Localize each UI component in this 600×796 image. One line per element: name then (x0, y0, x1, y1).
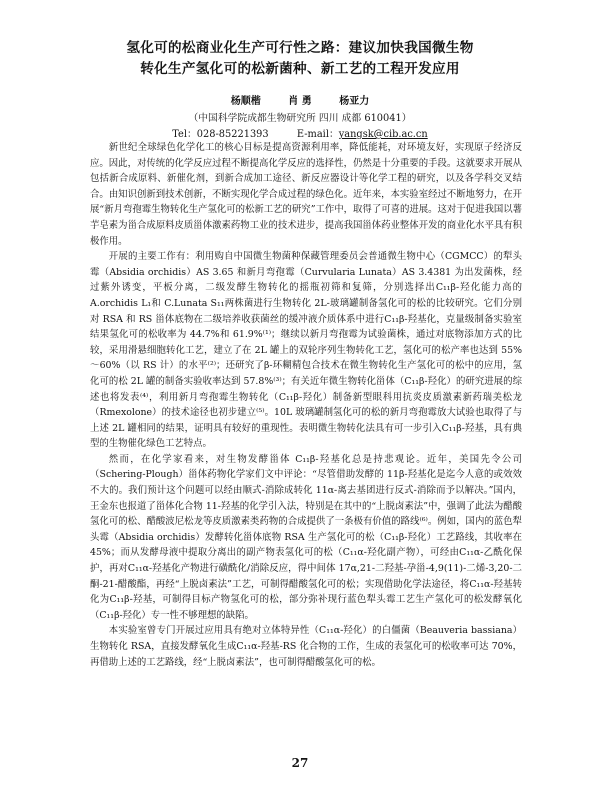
author-name: 杨顺楷 (230, 96, 261, 107)
email-label: E-mail： (296, 129, 339, 140)
paper-title-line-2: 转化生产氢化可的松新菌种、新工艺的工程开发应用 (140, 61, 460, 77)
contact-line (0, 126, 600, 140)
paper-title-line-1: 氢化可的松商业化生产可行性之路：建议加快我国微生物 (126, 40, 474, 56)
paragraph: 新世纪全球绿色化学化工的核心目标是提高资源利用率，降低能耗，对环境友好，实现原子经济反应。因此，对传统的化学反应过程不断提高化学反应的选择性，仍然是十分重要的手段。这就要求开展从包括新合成原料、新催化剂，到新合成加工途径、新反应器设计等化学工程的研究，以及各学科交叉结合。由知识创新到技术创新，不断实现化学合成过程的绿色化。近年来，本实验室经过不断地努力，在开展“新月弯孢霉生物转化生产氢化可的松新工艺的研究”工作中，取得了可喜的进展。这对于促进我国以薯芋皂素为甾合成原料皮质甾体激素药物工业的技术进步，提高我国甾体药业整体开发的商业化水平具有积极作用。 (90, 142, 522, 247)
body-text (90, 140, 522, 670)
author-name: 杨亚力 (339, 96, 370, 107)
affiliation: （中国科学院成都生物研究所 四川 成都 610041） (188, 113, 412, 124)
telephone: Tel：028-85221393 (172, 129, 269, 140)
paragraph: 然而，在化学家看来，对生物发酵甾体 C₁₁β-羟基化总是持悲观论。近年，美国先令公司（Schering-Plough）甾体药物化学家们文中评论：“尽管借助发酵的 11β-羟基化是迄今人意的或效效不大的。我们预计这个问题可以经由顺式-消除成转化 11α-离去基团进行反式-消除而予以解决。”国内，王金东也报道了甾体化合物 11-羟基的化学引入法，特别是在其中的“上脱卤素法”中，强调了此法为醋酸氢化可的松、醋酸波尼松龙等皮质激素类药物的合成提供了一条极有价值的路线⁽⁶⁾。例如，国内的蓝色犁头霉（Absidia orchidis）发酵转化甾体底物 RSA 生产氢化可的松（C₁₁β-羟化）工艺路线，其收率在 45%；而从发酵母液中提取分离出的副产物表氢化可的松（C₁₁α-羟化副产物），可经由C₁₁α-乙酰化保护，再对C₁₁α-羟基化产物进行磺酰化/消除反应，得中间体 17α,21-二羟基-孕甾-4,9(11)-二烯-3,20-二酮-21-醋酸酯，再经“上脱卤素法”工艺，可制得醋酸氢化可的松；实现借助化学法途径，将C₁₁α-羟基转化为C₁₁β-羟基，可制得目标产物氢化可的松，部分弥补现行蓝色犁头霉工艺生产氢化可的松发酵氧化（C₁₁β-羟化）专一性不够理想的缺陷。 (90, 453, 522, 621)
paragraph: 开展的主要工作有：利用购自中国微生物菌种保藏管理委员会普通微生物中心（CGMCC）的犁头霉（Absidia orchidis）AS 3.65 和新月弯孢霉（Curvularia Lunata）AS 3.4381 为出发菌株，经过紫外诱变，平板分离，二级发酵生物转化的摇瓶初筛和复筛，分别选择出C₁₁β-羟化能力高的 A.orchidis L₁和 C.Lunata S₁₁两株菌进行生物转化 2L-玻璃罐制备氢化可的松的比较研究。它们分别对 RSA 和 RS 甾体底物在二级培养收获菌丝的缓冲液介质体系中进行C₁₁β-羟基化，克量级制备实验室结果氢化可的松收率为 44.7%和 61.9%⁽¹⁾；继续以新月弯孢霉为试验菌株，通过对底物添加方式的比较，采用滑悬细胞转化工艺，建立了在 2L 罐上的双轮序列生物转化工艺，氢化可的松产率也达到 55%～60%（以 RS 计）的水平⁽²⁾；还研究了β-环糊精包合技术在微生物转化生产氢化可的松中的应用，氢化可的松 2L 罐的制备实验收率达到 57.8%⁽³⁾；有关近年微生物转化甾体（C₁₁β-羟化）的研究进展的综述也将发表⁽⁴⁾，利用新月弯孢霉生物转化（C₁₁β-羟化）制备新型眼科用抗炎皮质激素新药瑞美松龙（Rmexolone）的技术途径也初步建立⁽⁵⁾。10L 玻璃罐制氢化可的松的新月弯孢霉放大试验也取得了与上述 2L 罐相同的结果，证明具有较好的重现性。表明微生物转化法具有可一步引入C₁₁β-羟基，具有典型的生物催化绿色工艺特点。 (90, 251, 522, 450)
page-number: 27 (291, 756, 309, 770)
email-link[interactable]: yangsk@cib.ac.cn (338, 129, 428, 140)
author-name: 肖 勇 (288, 96, 312, 107)
author-list (0, 92, 600, 107)
paragraph: 本实验室曾专门开展过应用具有绝对立体特异性（C₁₁α-羟化）的白僵菌（Beauveria bassiana）生物转化 RSA，直接发酵氧化生成C₁₁α-羟基-RS 化合物的工作，生成的表氢化可的松收率可达 70%，再借助上述的工艺路线，经“上脱卤素法”，也可制得醋酸氢化可的松。 (90, 625, 522, 668)
